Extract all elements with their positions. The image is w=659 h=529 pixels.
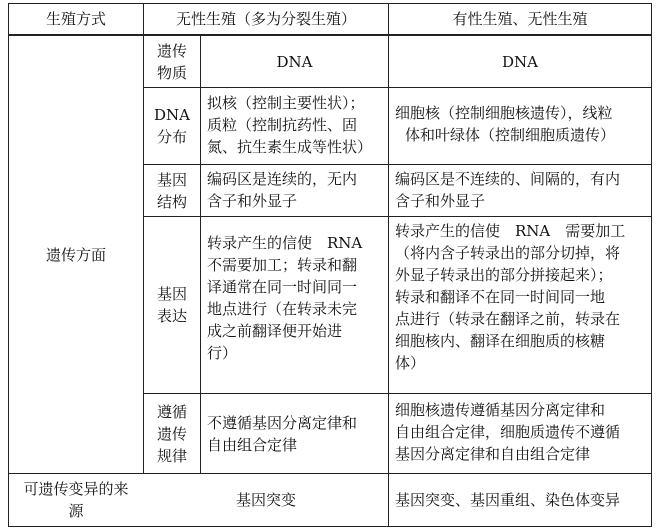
- text-line: 体）: [395, 354, 426, 372]
- sub-label-line: 遗传: [156, 41, 187, 60]
- grid-line: [143, 393, 652, 394]
- sub-label-line: 基因: [156, 170, 187, 189]
- asexual-variation: 基因突变: [235, 491, 296, 509]
- text-line: 细胞核（控制细胞核遗传），线粒: [395, 104, 613, 122]
- variation-label-line: 可遗传变异的来: [23, 480, 129, 498]
- sexual-gene-structure: [389, 166, 651, 216]
- text-line: 点进行（转录在翻译之前，转录在: [395, 310, 621, 328]
- text-line: 外显子转录出的部分拼接起来）；: [395, 266, 613, 284]
- header-asexual: 无性生殖（多为分裂生殖）: [175, 10, 356, 28]
- header-sexual: 有性生殖、无性生殖: [452, 10, 588, 28]
- sub-label-line: 遵循: [156, 402, 187, 421]
- sexual-variation: 基因突变、基因重组、染色体变异: [395, 491, 621, 509]
- asexual-inheritance-law: [201, 410, 388, 470]
- header-reproduction-mode: 生殖方式: [45, 10, 106, 28]
- grid-line: [8, 526, 652, 527]
- text-line: 不遵循基因分离定律和: [207, 414, 358, 432]
- sexual-gene-expression: [389, 218, 651, 393]
- text-line: 质粒（控制抗药性、固: [207, 116, 358, 134]
- text-line: 编码区是连续的，无内: [207, 170, 358, 188]
- sub-label-gene-structure: [144, 165, 200, 216]
- asexual-genetic-material: DNA: [276, 52, 313, 71]
- sub-label-line: DNA: [154, 106, 190, 124]
- text-line: 自由组合定律: [207, 436, 298, 454]
- asexual-gene-structure: [201, 166, 388, 216]
- grid-line: [143, 164, 652, 165]
- text-line: 转录产生的信使 RNA: [207, 234, 363, 252]
- sub-label-inheritance-law: [144, 394, 200, 473]
- sub-label-line: 规律: [156, 446, 187, 465]
- text-line: 基因分离定律和自由组合定律: [395, 445, 591, 463]
- sub-label-line: 物质: [156, 63, 187, 82]
- text-line: 含子和外显子: [207, 192, 298, 210]
- text-line: 细胞核遗传遵循基因分离定律和: [395, 401, 606, 419]
- text-line: 自由组合定律，细胞质遗传不遵循: [395, 423, 621, 441]
- sub-label-line: 表达: [156, 307, 187, 325]
- sub-label-line: 基因: [156, 285, 187, 303]
- sexual-dna-distribution: [389, 100, 651, 164]
- text-line: 氮、抗生素生成等性状）: [207, 138, 373, 156]
- sub-label-genetic-material: [144, 36, 200, 87]
- grid-line: [143, 87, 652, 88]
- sub-label-line: 结构: [156, 192, 187, 211]
- text-line: 细胞核内、翻译在细胞质的核糖: [395, 332, 606, 350]
- sexual-inheritance-law: [389, 397, 651, 473]
- sub-label-line: 分布: [156, 128, 187, 146]
- text-line: 含子和外显子: [395, 192, 486, 210]
- text-line: 拟核（控制主要性状）；: [207, 94, 365, 112]
- text-line: 体和叶绿体（控制细胞质遗传）: [405, 126, 616, 144]
- grid-line: [143, 216, 652, 217]
- asexual-dna-distribution: [201, 90, 388, 164]
- text-line: 转录产生的信使 RNA 需要加工: [395, 222, 626, 240]
- text-line: 行）: [207, 344, 238, 362]
- text-line: 成之前翻译便开始进: [207, 322, 343, 340]
- text-line: 编码区是不连续的、间隔的，有内: [395, 170, 621, 188]
- sub-label-gene-expression: [144, 217, 200, 393]
- text-line: 译通常在同一时间同一: [207, 278, 358, 296]
- variation-label-line: 源: [68, 502, 84, 520]
- text-line: （将内含子转录出的部分切掉，将: [395, 244, 621, 262]
- grid-line: [651, 3, 652, 526]
- sub-label-line: 遗传: [156, 424, 187, 443]
- text-line: 转录和翻译不在同一时间同一地: [395, 288, 606, 306]
- sub-label-dna-distribution: [144, 88, 200, 164]
- text-line: 地点进行（在转录未完: [207, 300, 358, 318]
- variation-label: [9, 474, 143, 526]
- asexual-gene-expression: [201, 230, 388, 390]
- text-line: 不需要加工；转录和翻: [207, 256, 358, 274]
- genetics-label: 遗传方面: [45, 245, 106, 264]
- sexual-genetic-material: DNA: [502, 52, 538, 71]
